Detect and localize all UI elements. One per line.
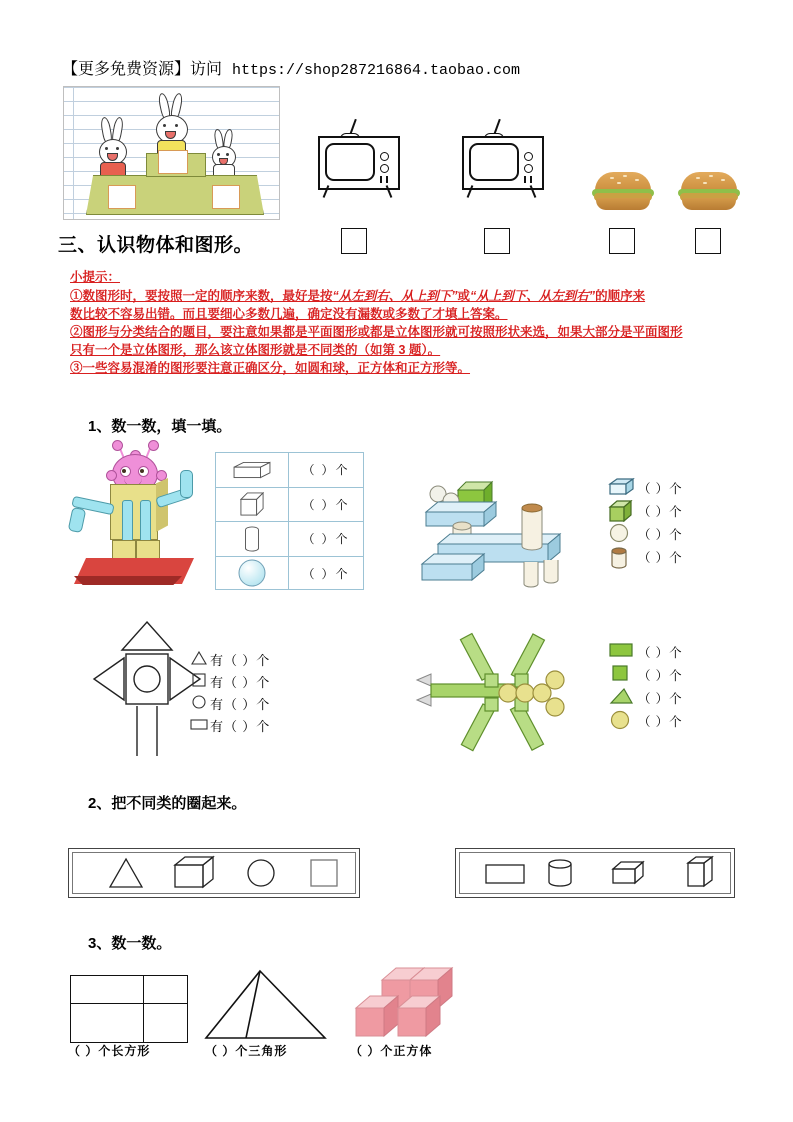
list-item — [608, 640, 683, 663]
q2-group-box-right[interactable] — [455, 848, 735, 898]
list-item-answer[interactable]: （ ）个 — [638, 714, 683, 729]
square-green-icon — [608, 664, 636, 682]
circle-yellow-icon — [608, 710, 636, 730]
table-answer-cell[interactable]: （ ）个 — [302, 497, 350, 512]
promo-text: 【更多免费资源】访问 — [62, 61, 223, 78]
table-answer-cell[interactable]: （ ）个 — [302, 532, 350, 547]
tips-line-1b: 的顺序来 — [595, 289, 646, 303]
list-item-answer[interactable]: （ ）个 — [638, 550, 683, 565]
list-item-answer[interactable]: （ ）个 — [638, 504, 683, 519]
square-icon — [190, 672, 208, 688]
cylinder-tan-icon — [608, 546, 636, 570]
table-row — [216, 453, 363, 488]
list-item — [190, 670, 270, 692]
list-item — [608, 663, 683, 686]
list-item — [190, 714, 270, 736]
table-row — [216, 557, 363, 591]
burger-answer-box-2[interactable] — [695, 228, 721, 254]
circle-icon — [248, 860, 274, 886]
rabbit-answer-box-2[interactable] — [158, 150, 188, 174]
table-row — [216, 488, 363, 523]
promo-url: https://shop287216864.taobao.com — [232, 62, 521, 79]
list-item — [190, 692, 270, 714]
list-item-text[interactable]: 有（ ）个 — [210, 674, 271, 690]
q2-right-shapes — [456, 849, 734, 897]
cube-green-icon — [608, 500, 636, 522]
list-item-answer[interactable]: （ ）个 — [638, 527, 683, 542]
tv-2 — [462, 118, 542, 188]
rectangle-icon — [190, 716, 208, 732]
tips-line-2: 数比较不容易出错。而且要细心多数几遍，确定没有漏数或多数了才填上答案。 — [70, 307, 508, 321]
burger-1 — [592, 172, 654, 210]
list-item-text[interactable]: 有（ ）个 — [210, 718, 271, 734]
triangle-green-icon — [608, 687, 636, 705]
promo-header — [62, 56, 520, 79]
list-item-answer[interactable]: （ ）个 — [638, 691, 683, 706]
tips-line-1-quote-2: “从上到下、从左到右” — [470, 289, 596, 303]
robot-figure — [68, 448, 208, 596]
tips-line-1 — [70, 287, 730, 305]
question-1-title: 1、数一数，填一填。 — [88, 418, 232, 435]
solid-shape-count-list — [608, 476, 683, 568]
block-construction-picture — [418, 468, 578, 590]
list-item-answer[interactable]: （ ）个 — [638, 481, 683, 496]
list-item — [608, 545, 683, 568]
tv-answer-box-1[interactable] — [341, 228, 367, 254]
q3-triangle-figure — [200, 968, 330, 1043]
q3-cubes-svg — [352, 960, 462, 1050]
rabbit-answer-box-3[interactable] — [212, 185, 240, 209]
tips-line-5: ③一些容易混淆的图形要注意正确区分，如圆和球，正方体和正方形等。 — [70, 361, 471, 375]
stick-star-figure — [415, 628, 590, 756]
list-item-text[interactable]: 有（ ）个 — [210, 696, 271, 712]
list-item — [608, 522, 683, 545]
tips-block — [70, 268, 730, 377]
circle-icon — [190, 694, 208, 710]
list-item — [608, 476, 683, 499]
q3-label-rectangle[interactable]: （ ）个长方形 — [68, 1044, 151, 1058]
table-answer-cell[interactable]: （ ）个 — [302, 463, 350, 478]
q3-label-cube[interactable]: （ ）个正方体 — [350, 1044, 433, 1058]
plane-shape-count-list — [190, 648, 270, 736]
cube-icon — [240, 492, 264, 516]
tv-answer-box-2[interactable] — [484, 228, 510, 254]
tips-heading: 小提示： — [70, 270, 121, 284]
burger-answer-box-1[interactable] — [609, 228, 635, 254]
list-item — [608, 499, 683, 522]
stick-star-svg — [415, 628, 590, 756]
list-item-text[interactable]: 有（ ）个 — [210, 652, 271, 668]
list-item — [190, 648, 270, 670]
q3-cube-stack-figure — [352, 960, 462, 1050]
question-2-title: 2、把不同类的圈起来。 — [88, 795, 247, 812]
table-answer-cell[interactable]: （ ）个 — [302, 566, 350, 581]
plane-shape-color-list — [608, 640, 683, 732]
q2-group-box-left[interactable] — [68, 848, 360, 898]
rabbit-podium-picture — [63, 86, 280, 220]
rectangle-green-icon — [608, 641, 636, 659]
burger-2 — [678, 172, 740, 210]
q3-rectangle-figure — [70, 975, 188, 1043]
tips-line-4: 只有一个是立体图形，那么该立体图形就是不同类的（如第 3 题）。 — [70, 343, 441, 357]
triangle-icon — [110, 859, 142, 887]
list-item — [608, 709, 683, 732]
tips-line-1a: ①数图形时，要按照一定的顺序来数，最好是按 — [70, 289, 333, 303]
section-title: 三、认识物体和图形。 — [58, 235, 254, 256]
sphere-white-icon — [608, 523, 636, 543]
q2-left-shapes — [69, 849, 359, 897]
blocks-svg — [418, 468, 578, 590]
table-row — [216, 522, 363, 557]
list-item — [608, 686, 683, 709]
tv-1 — [318, 118, 398, 188]
q3-label-triangle[interactable]: （ ）个三角形 — [205, 1044, 288, 1058]
cuboid-icon — [233, 461, 271, 478]
tips-line-3: ②图形与分类结合的题目，要注意如果都是平面图形或都是立体图形就可按照形状来选，如果大部分是平面图形 — [70, 325, 683, 339]
rectangle-icon — [486, 865, 524, 883]
rabbit-answer-box-1[interactable] — [108, 185, 136, 209]
square-icon — [311, 860, 337, 886]
tips-line-1-quote-1: “从左到右、从上到下” — [332, 289, 458, 303]
shape-count-table — [215, 452, 364, 590]
list-item-answer[interactable]: （ ）个 — [638, 645, 683, 660]
cylinder-icon — [245, 526, 260, 552]
sphere-icon — [239, 560, 266, 587]
list-item-answer[interactable]: （ ）个 — [638, 668, 683, 683]
triangle-icon — [190, 650, 208, 666]
tips-line-1-or: 或 — [457, 289, 471, 303]
cuboid-blue-icon — [608, 477, 636, 497]
question-3-title: 3、数一数。 — [88, 935, 172, 952]
